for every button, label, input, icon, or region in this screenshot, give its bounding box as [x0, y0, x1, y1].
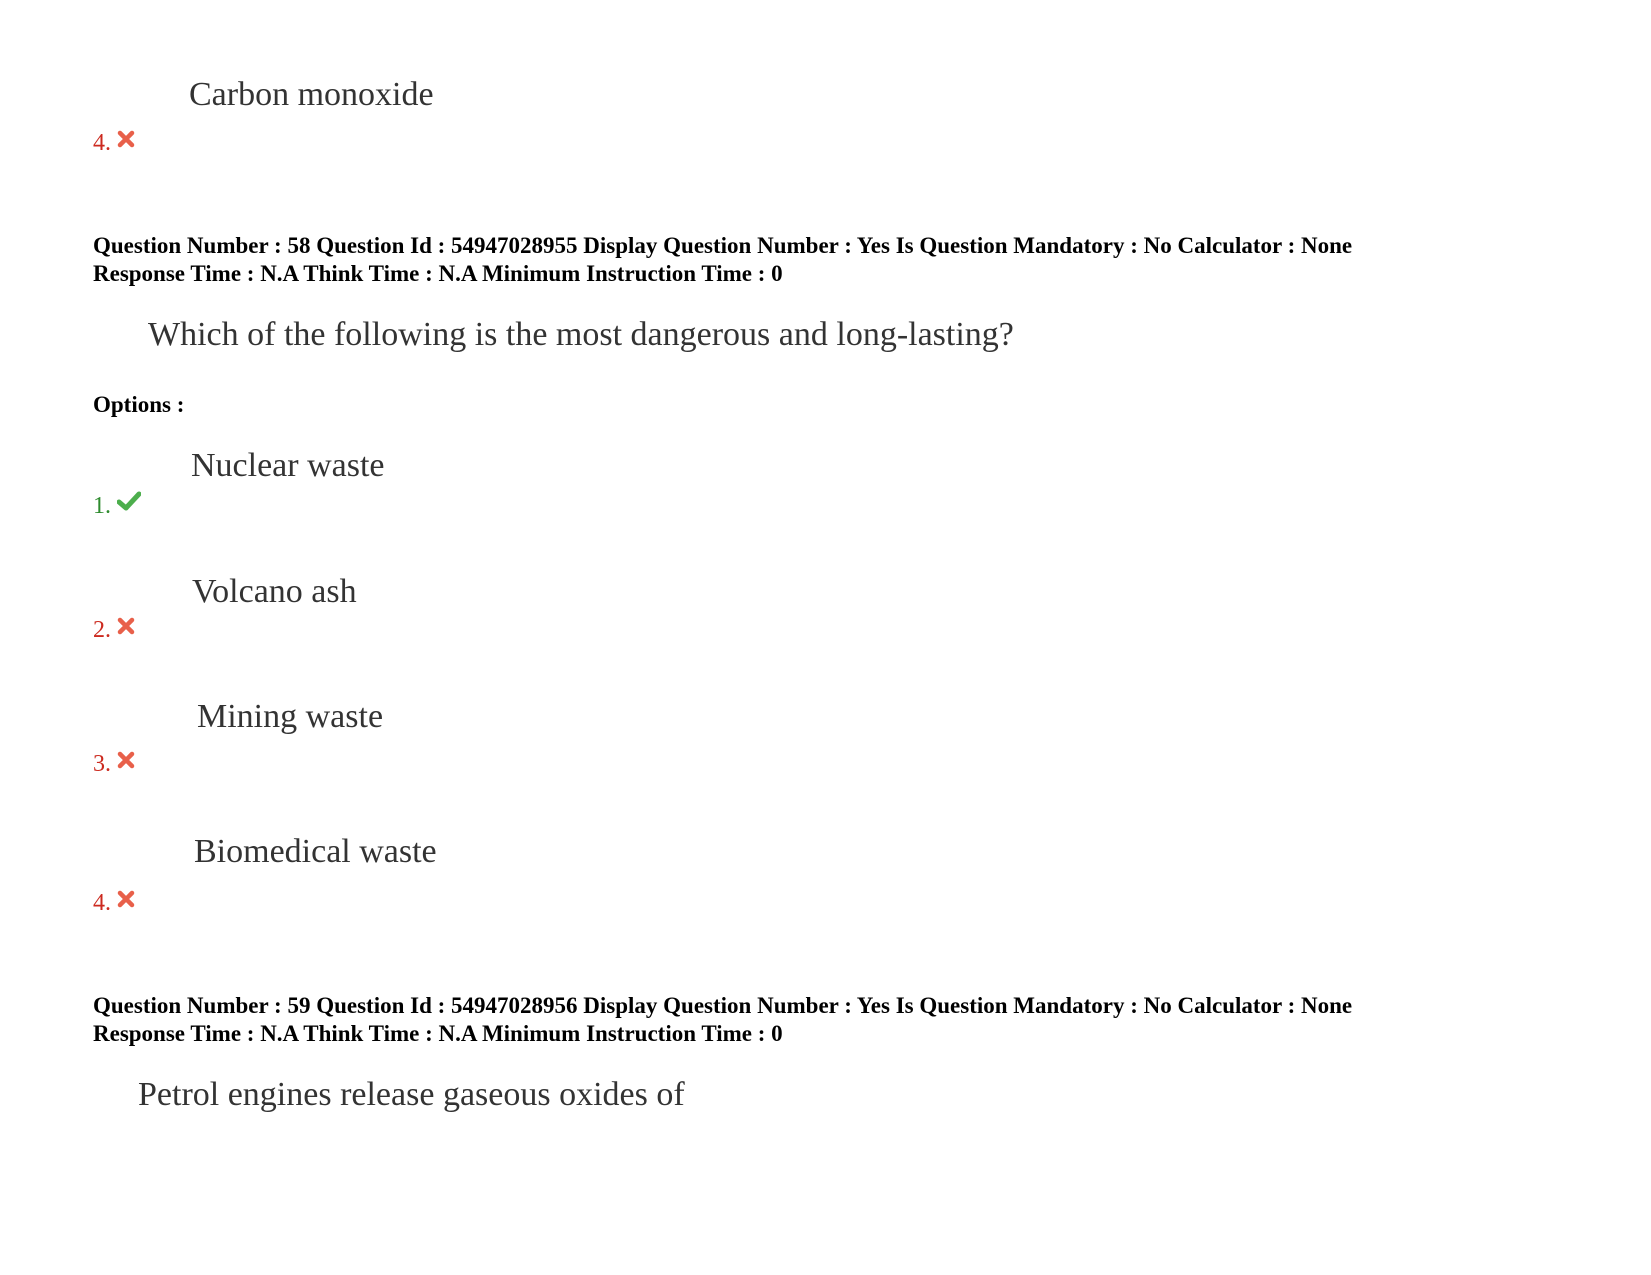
options-label: Options :: [93, 392, 185, 417]
question-meta-line1: Question Number : 58 Question Id : 54947028955 Display Question Number : Yes Is Question Mandatory : No Calculator : None: [93, 233, 1353, 258]
option-text: Volcano ash: [192, 573, 357, 610]
option-number: 1.: [93, 493, 111, 519]
cross-icon: [117, 130, 135, 153]
option-number: 3.: [93, 751, 111, 777]
option-marker: [93, 751, 135, 778]
option-marker: [93, 617, 135, 644]
question-meta-line2: Response Time : N.A Think Time : N.A Minimum Instruction Time : 0: [93, 1021, 783, 1046]
option-marker: [93, 493, 141, 520]
cross-icon: [117, 890, 135, 913]
option-text: Mining waste: [197, 698, 384, 735]
check-icon: [117, 491, 141, 516]
cross-icon: [117, 617, 135, 640]
option-number: 4.: [93, 130, 111, 156]
option-number: 4.: [93, 890, 111, 916]
option-number: 2.: [93, 617, 111, 643]
option-marker: [93, 890, 135, 917]
question-meta-line2: Response Time : N.A Think Time : N.A Minimum Instruction Time : 0: [93, 261, 783, 286]
option-text: Biomedical waste: [194, 833, 437, 870]
option-marker: [93, 130, 135, 157]
option-text: Carbon monoxide: [189, 76, 434, 113]
question-meta-line1: Question Number : 59 Question Id : 54947028956 Display Question Number : Yes Is Question Mandatory : No Calculator : None: [93, 993, 1353, 1018]
question-text: Petrol engines release gaseous oxides of: [138, 1076, 685, 1113]
question-meta: [93, 232, 1352, 288]
option-text: Nuclear waste: [191, 447, 385, 484]
question-text: Which of the following is the most dangerous and long-lasting?: [148, 316, 1014, 353]
cross-icon: [117, 751, 135, 774]
question-meta: [93, 992, 1352, 1048]
